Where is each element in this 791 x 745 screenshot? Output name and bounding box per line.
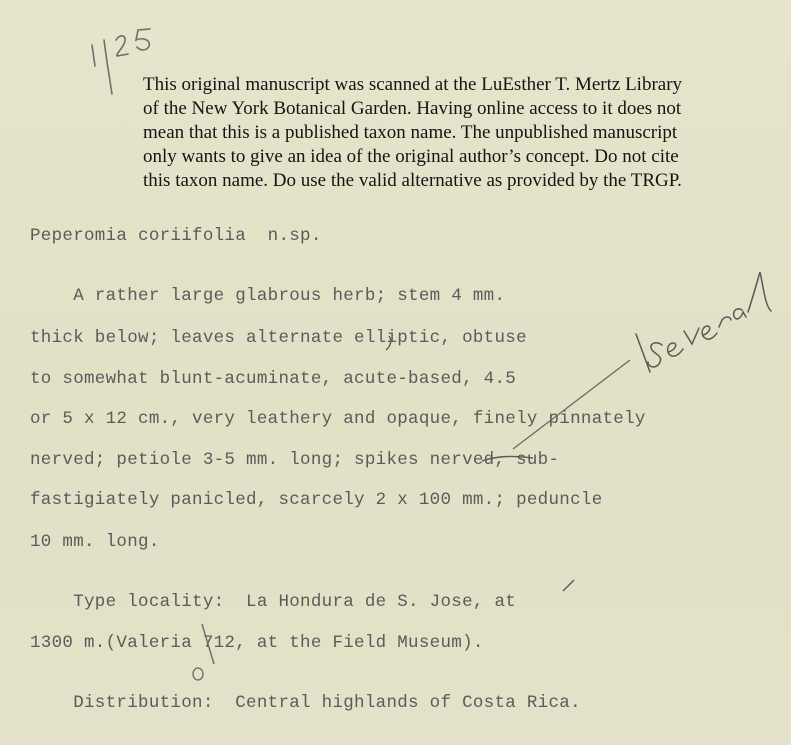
description-line: 10 mm. long. (30, 532, 160, 552)
type-locality-line: Type locality: La Hondura de S. Jose, at (30, 592, 517, 612)
description-line: nerved; petiole 3-5 mm. long; spikes nerved, sub- (30, 450, 560, 470)
type-locality-line: 1300 m.(Valeria 712, at the Field Museum). (30, 633, 484, 653)
scan-notice (143, 73, 773, 193)
notice-line: This original manuscript was scanned at the LuEsther T. Mertz Library (143, 74, 683, 95)
description-line: fastigiately panicled, scarcely 2 x 100 mm.; peduncle (30, 490, 603, 510)
description-line: or 5 x 12 cm., very leathery and opaque, finely pinnately (30, 409, 646, 429)
annotation-leader-line (513, 360, 630, 449)
description-line: thick below; leaves alternate elliptic, obtuse (30, 328, 527, 348)
description-line: A rather large glabrous herb; stem 4 mm. (30, 286, 506, 306)
notice-line: this taxon name. Do use the valid alternative as provided by the TRGP. (143, 170, 682, 191)
notice-line: of the New York Botanical Garden. Having online access to it does not (143, 98, 682, 119)
distribution-line: Distribution: Central highlands of Costa Rica. (30, 693, 581, 713)
notice-line: only wants to give an idea of the original author’s concept. Do not cite (143, 146, 679, 167)
description-line: to somewhat blunt-acuminate, acute-based, 4.5 (30, 369, 517, 389)
notice-line: mean that this is a published taxon name. The unpublished manuscript (143, 122, 678, 143)
correction-circle (193, 668, 203, 680)
accent-mark (563, 580, 574, 591)
species-title: Peperomia coriifolia n.sp. (30, 226, 322, 246)
page-number-handwriting (92, 29, 150, 94)
several-margin-note (636, 272, 771, 372)
